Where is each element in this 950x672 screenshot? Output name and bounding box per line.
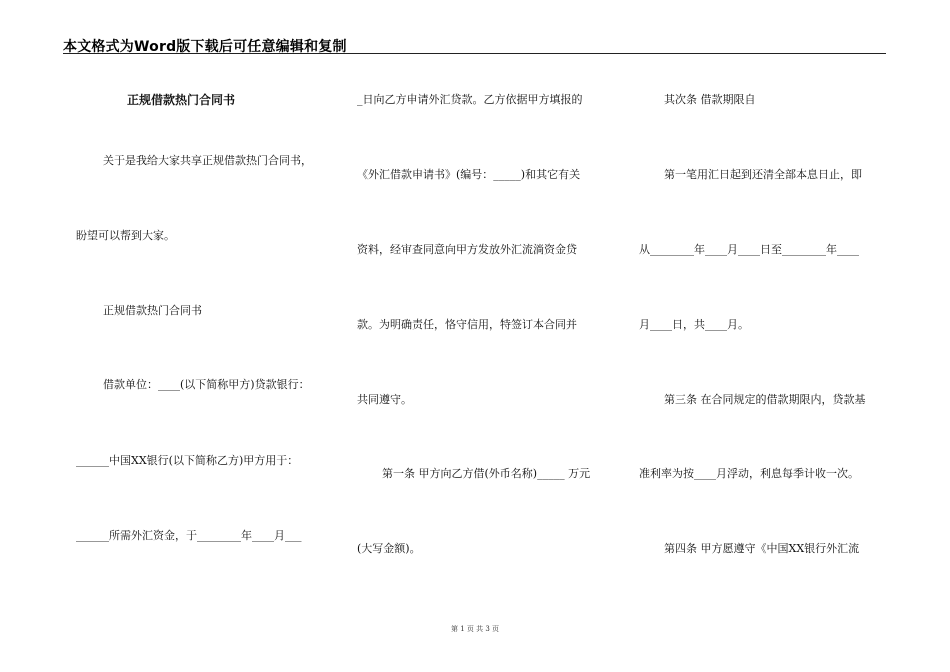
text-line: ______中国XX银行(以下简称乙方)甲方用于： [76, 454, 299, 467]
text-line: 资料，经审查同意向甲方发放外汇流淌资金贷 [357, 243, 577, 256]
page-number: 第 1 页 共 3 页 [450, 625, 500, 633]
text-line: 关于是我给大家共享正规借款热门合同书， [103, 154, 312, 167]
text-line: 款。为明确责任，恪守信用，特签订本合同并 [357, 318, 577, 331]
text-line: 共同遵守。 [357, 393, 412, 406]
text-line: 第四条 甲方愿遵守《中国XX银行外汇流 [664, 542, 860, 555]
text-line: 《外汇借款申请书》(编号：_____)和其它有关 [357, 168, 581, 181]
text-line: 正规借款热门合同书 [103, 304, 202, 317]
text-line: 借款单位：____(以下简称甲方)贷款银行： [103, 378, 310, 391]
text-line: 盼望可以帮到大家。 [76, 229, 175, 242]
text-line: 第一笔用汇日起到还清全部本息日止，即 [664, 168, 862, 181]
text-line: 月____日，共____月。 [639, 318, 749, 331]
document-title: 正规借款热门合同书 [127, 93, 236, 107]
text-line: _日向乙方申请外汇贷款。乙方依据甲方填报的 [357, 93, 583, 106]
header-divider [63, 53, 886, 54]
document-header: 本文格式为Word版下载后可任意编辑和复制 [63, 39, 347, 55]
text-line: 从________年____月____日至________年____ [639, 243, 859, 256]
text-line: 第三条 在合同规定的借款期限内，贷款基 [664, 393, 866, 406]
text-line: 其次条 借款期限自 [664, 93, 756, 106]
text-line: 第一条 甲方向乙方借(外币名称)_____ 万元 [382, 467, 591, 480]
text-line: 准利率为按____月浮动，利息每季计收一次。 [639, 467, 859, 480]
text-line: ______所需外汇资金，于________年____月___ [76, 529, 302, 542]
text-line: (大写金额)。 [357, 542, 421, 555]
